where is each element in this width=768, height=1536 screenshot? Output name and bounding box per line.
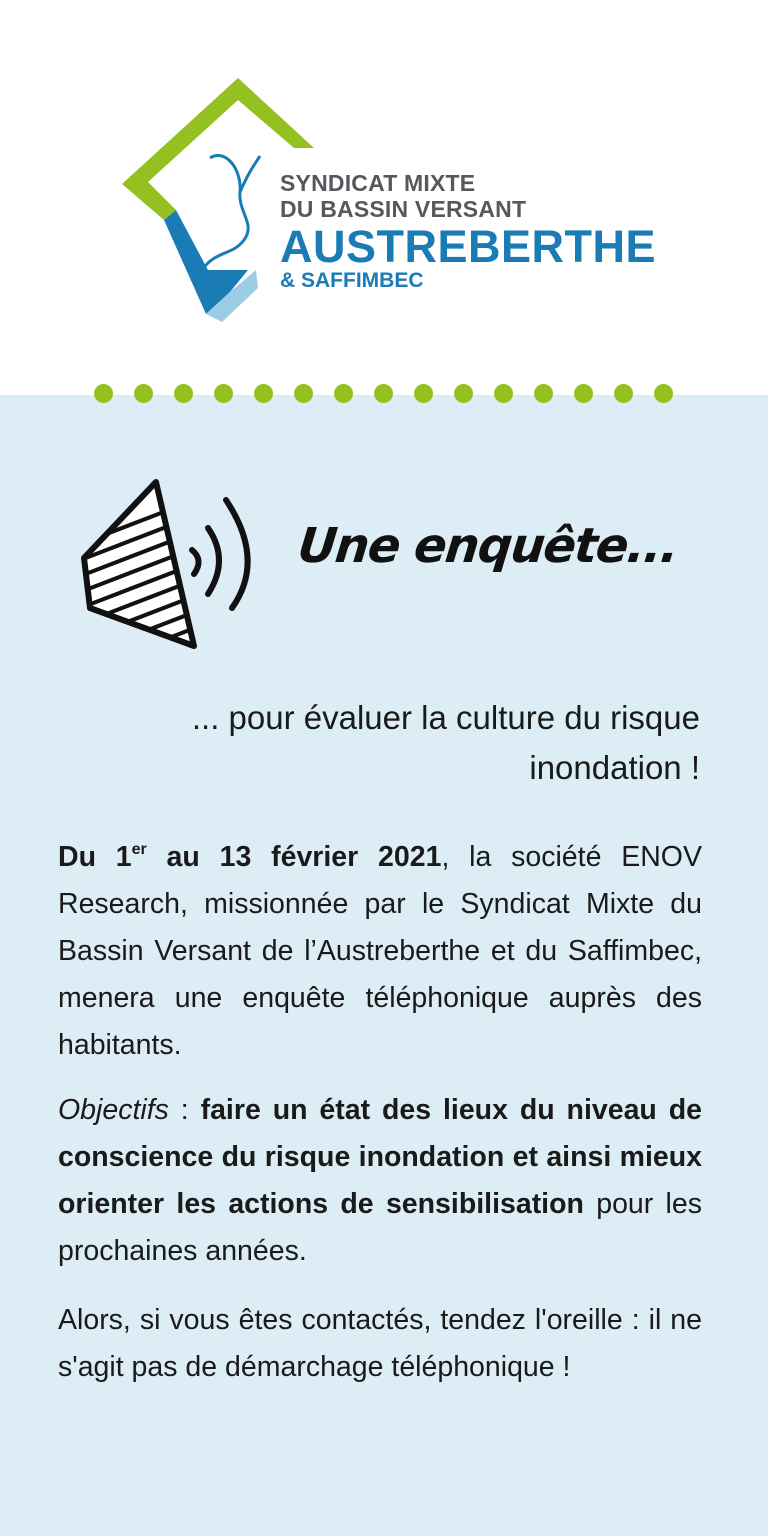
divider-dot (494, 384, 513, 403)
logo-line-2: DU BASSIN VERSANT (280, 196, 527, 222)
divider-dot (134, 384, 153, 403)
divider-dot (534, 384, 553, 403)
divider-dot (614, 384, 633, 403)
paragraph-objectives (58, 1087, 702, 1275)
megaphone-icon (70, 478, 270, 654)
paragraph-dates-text: , la société ENOV Research, missionnée par le Syndicat Mixte du Bassin Versant de l’Austreberthe et du Saffimbec, menera une enquête téléphonique auprès des habitants. (58, 841, 702, 1061)
subtitle: ... pour évaluer la culture du risque inondation ! (191, 699, 700, 786)
date-end: au 13 février 2021 (146, 841, 442, 873)
divider-dot (294, 384, 313, 403)
objectives-bold: faire un état des lieux du niveau de conscience du risque inondation et ainsi mieux orienter les actions de sensibilisation (58, 1094, 702, 1220)
header (0, 0, 768, 395)
logo-line-1: SYNDICAT MIXTE (280, 170, 476, 196)
headline: Une enquête... (295, 518, 681, 574)
divider-dot (574, 384, 593, 403)
divider-dot (254, 384, 273, 403)
divider-dot (174, 384, 193, 403)
dot-divider (0, 384, 768, 404)
objectives-text: pour les prochaines années. (58, 1188, 702, 1267)
divider-dot (414, 384, 433, 403)
paragraph-dates (58, 834, 702, 1069)
logo-text (280, 170, 700, 292)
divider-dot (454, 384, 473, 403)
divider-dot (94, 384, 113, 403)
objectives-separator: : (168, 1094, 201, 1126)
divider-dot (374, 384, 393, 403)
divider-dot (334, 384, 353, 403)
logo-line-4: & SAFFIMBEC (280, 269, 424, 292)
objectives-label: Objectifs (58, 1094, 169, 1126)
date-start: Du 1 (58, 841, 132, 873)
logo-line-3: AUSTREBERTHE (280, 221, 657, 272)
paragraph-notice: Alors, si vous êtes contactés, tendez l'oreille : il ne s'agit pas de démarchage téléphonique ! (58, 1304, 702, 1383)
divider-dot (654, 384, 673, 403)
divider-dot (214, 384, 233, 403)
date-superscript: er (131, 841, 147, 858)
